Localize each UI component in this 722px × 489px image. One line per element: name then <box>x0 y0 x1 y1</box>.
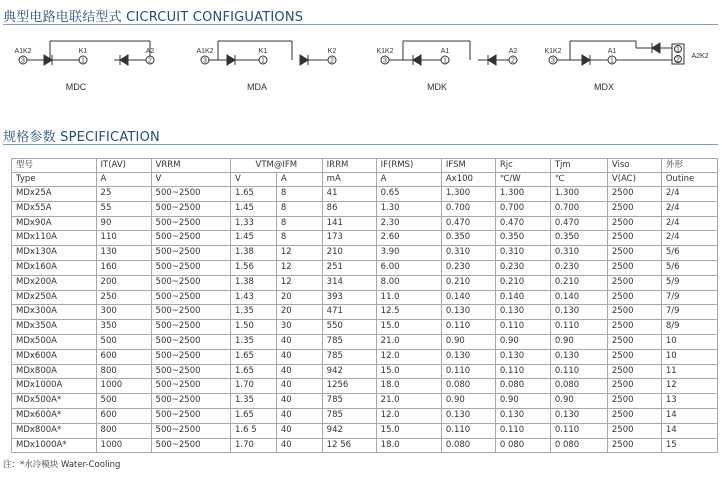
table-row <box>12 349 718 364</box>
table-cell: 15.0 <box>376 320 441 335</box>
table-cell: MDx90A <box>12 216 97 231</box>
table-cell: 785 <box>322 408 376 423</box>
table-cell: 8/9 <box>661 320 717 335</box>
table-cell: 0.110 <box>550 423 607 438</box>
table-cell: 0.140 <box>550 290 607 305</box>
table-cell: 0.110 <box>441 364 495 379</box>
table-cell: 5/9 <box>661 275 717 290</box>
table-cell: MDx25A <box>12 187 97 202</box>
table-cell: 18.0 <box>376 379 441 394</box>
table-cell: 1.300 <box>550 187 607 202</box>
table-cell: 0.90 <box>550 334 607 349</box>
header-ifsm: IFSM <box>441 159 495 173</box>
unit-rjc: ℃/W <box>495 173 550 187</box>
table-cell: 785 <box>322 349 376 364</box>
table-cell: 0.110 <box>495 320 550 335</box>
header-itav: IT(AV) <box>96 159 151 173</box>
table-cell: 2500 <box>607 216 661 231</box>
table-cell: 2/4 <box>661 187 717 202</box>
table-cell: 1.38 <box>231 246 277 261</box>
table-cell: 8.00 <box>376 275 441 290</box>
table-cell: 0.310 <box>550 246 607 261</box>
table-cell: MDx600A* <box>12 408 97 423</box>
unit-outline: Outine <box>661 173 717 187</box>
table-cell: 0.110 <box>441 423 495 438</box>
configurations-title: 典型电路电联结型式 CICRCUIT CONFIGUATIONS <box>3 10 304 25</box>
mdk-pin-3: A2 <box>508 48 518 55</box>
table-cell: 0.350 <box>495 231 550 246</box>
table-cell: 40 <box>276 364 322 379</box>
table-cell: 0.90 <box>441 394 495 409</box>
table-cell: 20 <box>276 305 322 320</box>
table-cell: 785 <box>322 394 376 409</box>
table-cell: 0 080 <box>495 438 550 453</box>
mda-pin-3: K2 <box>327 48 337 55</box>
table-cell: MDx500A* <box>12 394 97 409</box>
table-row <box>12 364 718 379</box>
table-cell: 2.60 <box>376 231 441 246</box>
circuit-name-mdx: MDX <box>594 82 614 92</box>
table-cell: 500 <box>96 394 151 409</box>
table-cell: 8 <box>276 216 322 231</box>
table-cell: 0.90 <box>441 334 495 349</box>
table-cell: 2.30 <box>376 216 441 231</box>
table-cell: 0.210 <box>441 275 495 290</box>
table-cell: 1.43 <box>231 290 277 305</box>
table-cell: 10 <box>661 349 717 364</box>
table-cell: 0.130 <box>495 305 550 320</box>
table-cell: 40 <box>276 423 322 438</box>
table-cell: 0.230 <box>495 260 550 275</box>
header-ifrms: IF(RMS) <box>376 159 441 173</box>
table-cell: 300 <box>96 305 151 320</box>
unit-ifrms: A <box>376 173 441 187</box>
svg-text:3: 3 <box>551 57 555 65</box>
table-cell: 550 <box>322 320 376 335</box>
mdc-pin-3: A2 <box>145 48 155 55</box>
table-cell: MDx160A <box>12 260 97 275</box>
table-cell: MDx1000A <box>12 379 97 394</box>
svg-text:2: 2 <box>330 57 334 65</box>
table-cell: 1.50 <box>231 320 277 335</box>
mda-pin-2: K1 <box>258 48 268 55</box>
svg-text:1: 1 <box>81 57 85 65</box>
specification-table <box>11 158 718 453</box>
table-cell: MDx600A <box>12 349 97 364</box>
table-cell: 600 <box>96 349 151 364</box>
table-row <box>12 290 718 305</box>
table-cell: 1.70 <box>231 379 277 394</box>
unit-ifm: A <box>276 173 322 187</box>
table-cell: 2500 <box>607 438 661 453</box>
table-cell: 12 <box>276 260 322 275</box>
table-row <box>12 334 718 349</box>
table-cell: 1000 <box>96 438 151 453</box>
table-cell: 500 <box>96 334 151 349</box>
table-cell: 942 <box>322 423 376 438</box>
table-cell: 2500 <box>607 423 661 438</box>
table-row <box>12 423 718 438</box>
table-cell: 110 <box>96 231 151 246</box>
table-cell: 1.30 <box>376 201 441 216</box>
table-cell: 40 <box>276 334 322 349</box>
table-cell: 1.65 <box>231 408 277 423</box>
table-row <box>12 246 718 261</box>
table-cell: 13 <box>661 394 717 409</box>
table-cell: 0.700 <box>495 201 550 216</box>
table-cell: 1.65 <box>231 364 277 379</box>
table-row <box>12 408 718 423</box>
table-cell: 55 <box>96 201 151 216</box>
table-cell: 41 <box>322 187 376 202</box>
table-cell: 0.230 <box>550 260 607 275</box>
table-cell: 25 <box>96 187 151 202</box>
table-cell: 40 <box>276 394 322 409</box>
table-cell: MDx350A <box>12 320 97 335</box>
circuit-name-mda: MDA <box>247 82 267 92</box>
table-cell: 14 <box>661 423 717 438</box>
unit-itav: A <box>96 173 151 187</box>
table-cell: 8 <box>276 187 322 202</box>
table-cell: 0.700 <box>550 201 607 216</box>
table-cell: 1.35 <box>231 305 277 320</box>
table-cell: 90 <box>96 216 151 231</box>
table-cell: 2/4 <box>661 216 717 231</box>
table-cell: 2500 <box>607 305 661 320</box>
table-cell: 12 <box>661 379 717 394</box>
unit-type: Type <box>12 173 97 187</box>
table-cell: 0.130 <box>495 349 550 364</box>
table-cell: 0 080 <box>550 438 607 453</box>
table-cell: 500~2500 <box>151 246 230 261</box>
circuit-mdx <box>549 41 684 65</box>
table-cell: 1.300 <box>495 187 550 202</box>
table-cell: 0.080 <box>441 379 495 394</box>
header-type: 型号 <box>12 159 97 173</box>
table-row <box>12 394 718 409</box>
table-cell: 8 <box>276 231 322 246</box>
table-cell: MDx800A* <box>12 423 97 438</box>
mda-pin-1: A1K2 <box>196 48 214 55</box>
table-cell: 500~2500 <box>151 290 230 305</box>
table-cell: 1.65 <box>231 187 277 202</box>
table-cell: 0.130 <box>441 408 495 423</box>
table-cell: 11.0 <box>376 290 441 305</box>
header-vtm-ifm: VTM@IFM <box>231 159 323 173</box>
table-cell: 1.65 <box>231 349 277 364</box>
table-cell: 1.35 <box>231 334 277 349</box>
table-cell: 40 <box>276 349 322 364</box>
table-cell: 0.080 <box>495 379 550 394</box>
table-cell: 141 <box>322 216 376 231</box>
header-row-1 <box>12 159 718 173</box>
table-cell: 0.080 <box>550 379 607 394</box>
table-cell: 500~2500 <box>151 320 230 335</box>
table-cell: 500~2500 <box>151 231 230 246</box>
table-cell: 40 <box>276 408 322 423</box>
table-cell: 2500 <box>607 187 661 202</box>
table-cell: 1.38 <box>231 275 277 290</box>
table-cell: 800 <box>96 423 151 438</box>
table-cell: 30 <box>276 320 322 335</box>
table-row <box>12 260 718 275</box>
table-cell: 2500 <box>607 379 661 394</box>
mdx-pin-1: K1K2 <box>544 48 562 55</box>
table-cell: 0.470 <box>550 216 607 231</box>
table-cell: 2500 <box>607 201 661 216</box>
table-cell: 500~2500 <box>151 305 230 320</box>
table-cell: MDx500A <box>12 334 97 349</box>
table-cell: 2500 <box>607 231 661 246</box>
table-cell: 0.130 <box>441 305 495 320</box>
table-cell: 0.90 <box>495 394 550 409</box>
table-cell: 1.45 <box>231 201 277 216</box>
svg-text:1: 1 <box>443 57 447 65</box>
table-cell: 0.130 <box>550 305 607 320</box>
table-cell: 2500 <box>607 320 661 335</box>
table-row <box>12 320 718 335</box>
table-cell: 0.350 <box>550 231 607 246</box>
table-cell: 500~2500 <box>151 201 230 216</box>
svg-text:1: 1 <box>261 57 265 65</box>
table-cell: 2500 <box>607 408 661 423</box>
svg-text:3: 3 <box>383 57 387 65</box>
header-outline: 外形 <box>661 159 717 173</box>
table-cell: MDx800A <box>12 364 97 379</box>
table-row <box>12 231 718 246</box>
table-cell: 1.56 <box>231 260 277 275</box>
table-cell: 500~2500 <box>151 275 230 290</box>
svg-text:2: 2 <box>511 57 515 65</box>
table-cell: MDx200A <box>12 275 97 290</box>
table-cell: 18.0 <box>376 438 441 453</box>
table-cell: MDx1000A* <box>12 438 97 453</box>
table-cell: 0.140 <box>441 290 495 305</box>
table-cell: 1000 <box>96 379 151 394</box>
circuit-mda <box>201 41 336 65</box>
table-cell: 0.110 <box>495 364 550 379</box>
header-rjc: Rjc <box>495 159 550 173</box>
table-cell: 500~2500 <box>151 260 230 275</box>
table-cell: 0.210 <box>495 275 550 290</box>
table-cell: 0.230 <box>441 260 495 275</box>
unit-ifsm: Ax100 <box>441 173 495 187</box>
table-cell: 173 <box>322 231 376 246</box>
water-cooling-note: 注：*水冷模块 Water-Cooling <box>3 460 121 470</box>
table-cell: 210 <box>322 246 376 261</box>
header-vrrm: VRRM <box>151 159 230 173</box>
table-cell: 2/4 <box>661 201 717 216</box>
table-cell: 0.310 <box>495 246 550 261</box>
table-cell: 0.65 <box>376 187 441 202</box>
table-cell: 2500 <box>607 290 661 305</box>
table-cell: 2500 <box>607 275 661 290</box>
table-cell: 0.130 <box>550 408 607 423</box>
table-cell: 393 <box>322 290 376 305</box>
mdk-pin-2: A1 <box>440 48 450 55</box>
circuit-name-mdk: MDK <box>427 82 447 92</box>
table-row <box>12 201 718 216</box>
specification-divider <box>3 144 718 145</box>
table-row <box>12 379 718 394</box>
svg-text:3: 3 <box>21 57 25 65</box>
table-cell: 5/6 <box>661 246 717 261</box>
table-cell: 86 <box>322 201 376 216</box>
mdc-pin-2: K1 <box>78 48 88 55</box>
table-cell: 12 <box>276 246 322 261</box>
unit-irrm: mA <box>322 173 376 187</box>
header-tjm: Tjm <box>550 159 607 173</box>
mdx-pin-2: A1 <box>607 48 617 55</box>
table-cell: 2/4 <box>661 231 717 246</box>
mdk-pin-1: K1K2 <box>376 48 394 55</box>
table-cell: 600 <box>96 408 151 423</box>
table-cell: 0.140 <box>495 290 550 305</box>
table-cell: 500~2500 <box>151 349 230 364</box>
table-cell: 3.90 <box>376 246 441 261</box>
unit-vtm: V <box>231 173 277 187</box>
table-cell: 0.110 <box>441 320 495 335</box>
table-cell: 12 56 <box>322 438 376 453</box>
table-cell: 1.300 <box>441 187 495 202</box>
circuit-diagrams <box>0 30 722 100</box>
table-cell: 2500 <box>607 364 661 379</box>
header-irrm: IRRM <box>322 159 376 173</box>
table-cell: 500~2500 <box>151 438 230 453</box>
table-row <box>12 187 718 202</box>
table-cell: MDx300A <box>12 305 97 320</box>
table-cell: 500~2500 <box>151 216 230 231</box>
header-viso: Viso <box>607 159 661 173</box>
configurations-divider <box>3 24 718 25</box>
table-cell: 130 <box>96 246 151 261</box>
table-cell: 0.470 <box>441 216 495 231</box>
table-cell: MDx250A <box>12 290 97 305</box>
table-cell: 0.110 <box>550 320 607 335</box>
table-cell: 12.0 <box>376 349 441 364</box>
table-cell: 0.350 <box>441 231 495 246</box>
table-cell: 500~2500 <box>151 364 230 379</box>
table-cell: 40 <box>276 379 322 394</box>
table-cell: 0.130 <box>441 349 495 364</box>
table-cell: 8 <box>276 201 322 216</box>
table-cell: 0.110 <box>550 364 607 379</box>
table-cell: 160 <box>96 260 151 275</box>
table-cell: 0.130 <box>495 408 550 423</box>
table-cell: 0.130 <box>550 349 607 364</box>
table-cell: MDx110A <box>12 231 97 246</box>
table-cell: 350 <box>96 320 151 335</box>
table-cell: 314 <box>322 275 376 290</box>
svg-text:1: 1 <box>676 46 680 54</box>
table-cell: 0.110 <box>495 423 550 438</box>
table-cell: 0.90 <box>550 394 607 409</box>
table-cell: 0.470 <box>495 216 550 231</box>
table-cell: 6.00 <box>376 260 441 275</box>
svg-text:1: 1 <box>610 57 614 65</box>
table-cell: 7/9 <box>661 305 717 320</box>
table-cell: 500~2500 <box>151 334 230 349</box>
circuit-name-mdc: MDC <box>65 82 87 92</box>
table-cell: 21.0 <box>376 334 441 349</box>
table-cell: 2500 <box>607 394 661 409</box>
mdx-pin-3: A2K2 <box>691 53 709 60</box>
table-cell: 40 <box>276 438 322 453</box>
header-row-2 <box>12 173 718 187</box>
unit-vrrm: V <box>151 173 230 187</box>
table-cell: 500~2500 <box>151 423 230 438</box>
table-cell: MDx55A <box>12 201 97 216</box>
table-cell: 10 <box>661 334 717 349</box>
table-cell: 0.90 <box>495 334 550 349</box>
table-cell: 200 <box>96 275 151 290</box>
table-cell: 12.5 <box>376 305 441 320</box>
table-cell: 20 <box>276 290 322 305</box>
table-cell: 250 <box>96 290 151 305</box>
table-row <box>12 438 718 453</box>
table-row <box>12 275 718 290</box>
table-cell: 0.310 <box>441 246 495 261</box>
table-cell: 500~2500 <box>151 408 230 423</box>
table-cell: 2500 <box>607 246 661 261</box>
specification-table-body <box>12 187 718 453</box>
table-cell: 785 <box>322 334 376 349</box>
table-cell: 14 <box>661 408 717 423</box>
svg-text:2: 2 <box>676 56 680 64</box>
table-cell: 1.45 <box>231 231 277 246</box>
svg-text:2: 2 <box>148 57 152 65</box>
table-row <box>12 216 718 231</box>
svg-text:3: 3 <box>203 57 207 65</box>
table-cell: 11 <box>661 364 717 379</box>
table-cell: 942 <box>322 364 376 379</box>
table-cell: 1.6 5 <box>231 423 277 438</box>
table-cell: 1256 <box>322 379 376 394</box>
table-cell: 12.0 <box>376 408 441 423</box>
table-cell: 800 <box>96 364 151 379</box>
unit-viso: V(AC) <box>607 173 661 187</box>
specification-title: 规格参数 SPECIFICATION <box>3 130 160 145</box>
table-cell: 1.70 <box>231 438 277 453</box>
table-cell: 7/9 <box>661 290 717 305</box>
table-cell: 0.210 <box>550 275 607 290</box>
table-cell: 1.33 <box>231 216 277 231</box>
table-cell: 2500 <box>607 260 661 275</box>
mdc-pin-1: A1K2 <box>14 48 32 55</box>
table-cell: 2500 <box>607 349 661 364</box>
table-row <box>12 305 718 320</box>
unit-tjm: ℃ <box>550 173 607 187</box>
table-cell: 0.700 <box>441 201 495 216</box>
table-cell: 500~2500 <box>151 394 230 409</box>
table-cell: 1.35 <box>231 394 277 409</box>
table-cell: MDx130A <box>12 246 97 261</box>
table-cell: 15.0 <box>376 423 441 438</box>
table-cell: 500~2500 <box>151 379 230 394</box>
table-cell: 471 <box>322 305 376 320</box>
table-cell: 500~2500 <box>151 187 230 202</box>
table-cell: 12 <box>276 275 322 290</box>
table-cell: 2500 <box>607 334 661 349</box>
table-cell: 0.080 <box>441 438 495 453</box>
table-cell: 15 <box>661 438 717 453</box>
table-cell: 5/6 <box>661 260 717 275</box>
table-cell: 21.0 <box>376 394 441 409</box>
table-cell: 251 <box>322 260 376 275</box>
table-cell: 15.0 <box>376 364 441 379</box>
